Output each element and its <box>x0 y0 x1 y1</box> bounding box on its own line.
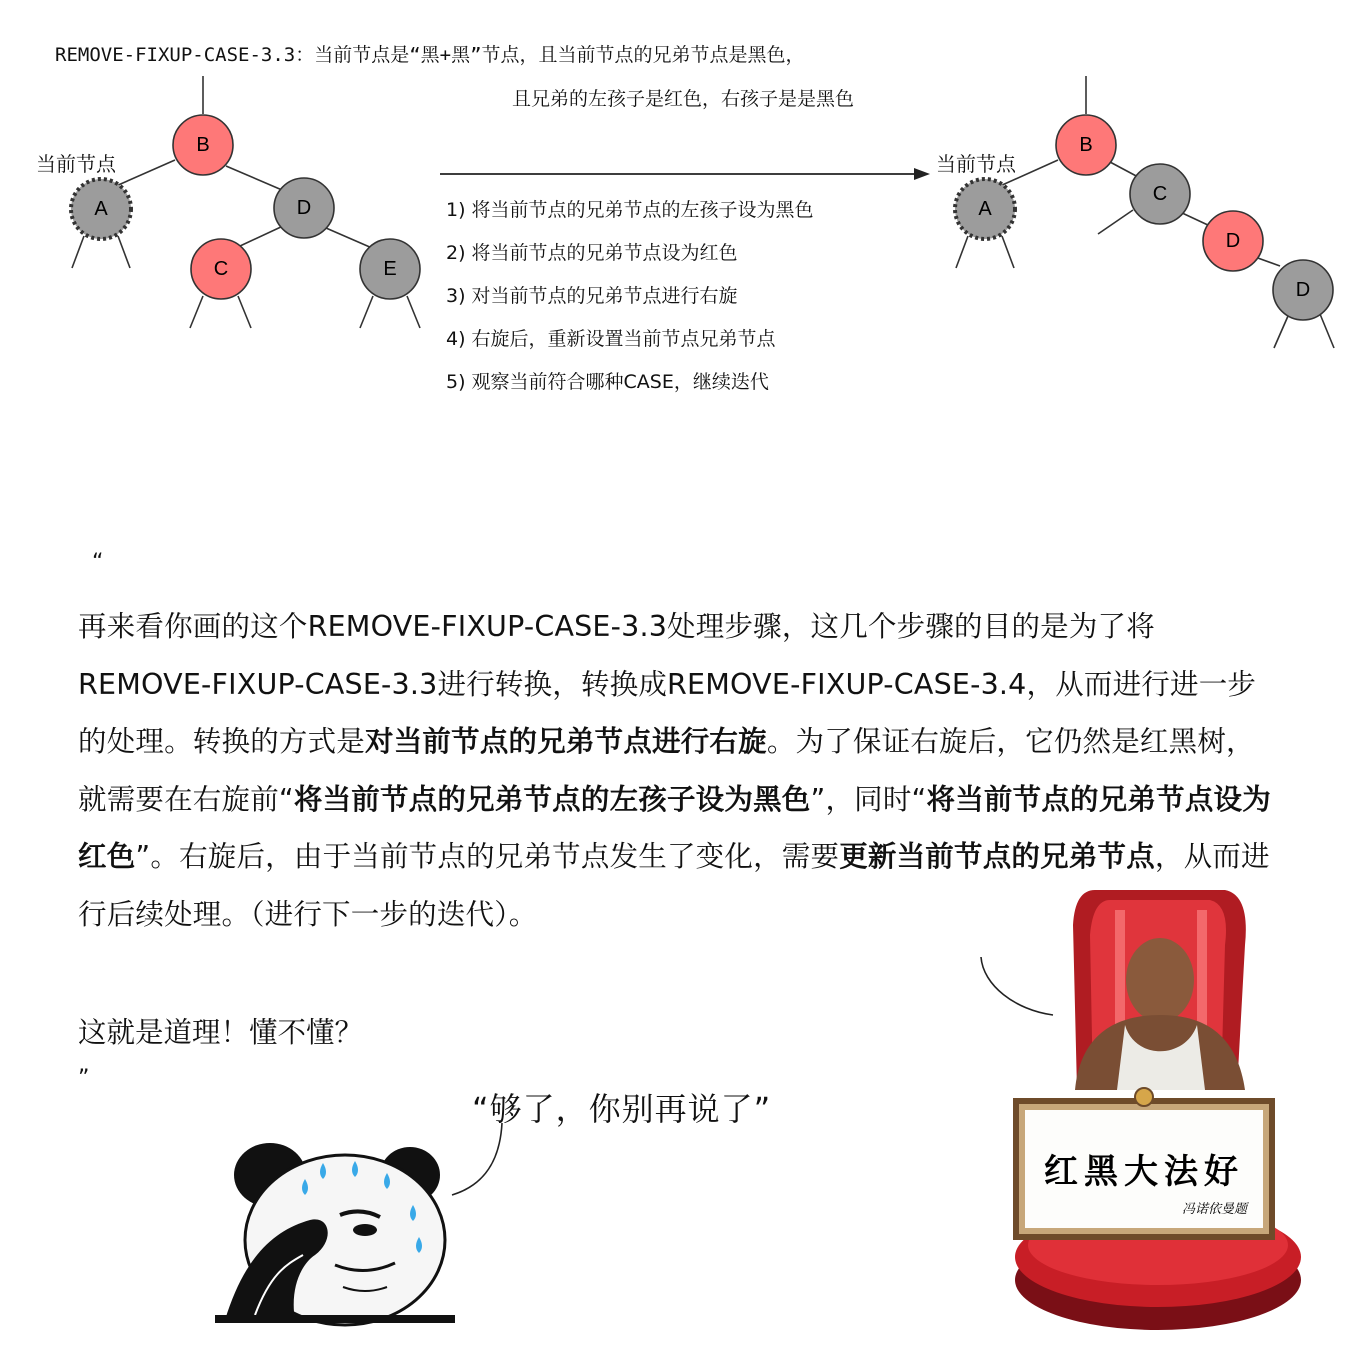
left-node-A-label: A <box>94 198 108 220</box>
diagram-title-line-1: REMOVE-FIXUP-CASE-3.3：当前节点是“黑+黑”节点，且当前节点的兄弟节点是黑色， <box>55 44 805 66</box>
sign-main-text: 红黑大法好 <box>1044 1152 1244 1192</box>
right-node-D-black-label: D <box>1295 279 1311 301</box>
para-text: ，从而进行后续处理。（进行下一步的迭代）。 <box>78 840 1270 931</box>
left-node-D-label: D <box>296 197 312 219</box>
conclusion-text: 这就是道理！懂不懂？ <box>78 1016 364 1049</box>
para-text: ”，同时“ <box>810 782 927 816</box>
left-current-node-label: 当前节点 <box>36 152 116 176</box>
red-chair-sign-image <box>975 885 1310 1340</box>
right-node-D-red-label: D <box>1225 230 1241 252</box>
step-item: 4) 右旋后，重新设置当前节点兄弟节点 <box>446 328 776 350</box>
diagram-title-line-2: 且兄弟的左孩子是红色，右孩子是是黑色 <box>512 88 855 110</box>
quote-open-mark: “ <box>92 550 104 575</box>
right-node-B-label: B <box>1079 134 1093 156</box>
para-bold-text: 更新当前节点的兄弟节点 <box>839 840 1155 873</box>
para-bold-text: 对当前节点的兄弟节点进行右旋 <box>365 725 767 758</box>
para-text: 再来看你画的这个REMOVE-FIXUP-CASE-3.3处理步骤，这几个步骤的目的是为了将REMOVE-FIXUP-CASE-3.3进行转换，转换成REMOVE-FIXUP-CASE-3.4，从而进行进一步的处理。转换的方式是 <box>78 610 1257 758</box>
sign-signature-text: 冯诺依曼题 <box>1181 1202 1247 1217</box>
left-node-E-label: E <box>383 258 397 280</box>
para-text: 。为了保证右旋后，它仍然是红黑树，就需要在右旋前“ <box>78 725 1255 816</box>
step-item: 1) 将当前节点的兄弟节点的左孩子设为黑色 <box>446 199 814 221</box>
right-node-A-label: A <box>978 198 992 220</box>
right-current-node-label: 当前节点 <box>936 152 1016 176</box>
right-node-C-label: C <box>1152 183 1168 205</box>
step-item: 5) 观察当前符合哪种CASE，继续迭代 <box>446 371 769 393</box>
para-bold-text: 将当前节点的兄弟节点设为红色 <box>78 782 1271 873</box>
step-item: 3) 对当前节点的兄弟节点进行右旋 <box>446 285 738 307</box>
panda-speech-text: “够了，你别再说了” <box>472 1090 772 1128</box>
para-text: ”。右旋后，由于当前节点的兄弟节点发生了变化，需要 <box>135 840 840 873</box>
left-node-B-label: B <box>196 134 210 156</box>
transform-arrow <box>440 168 930 180</box>
left-node-C-label: C <box>213 258 229 280</box>
transform-steps-list <box>446 196 814 411</box>
step-item: 2) 将当前节点的兄弟节点设为红色 <box>446 242 738 264</box>
para-bold-text: 将当前节点的兄弟节点的左孩子设为黑色 <box>293 782 811 816</box>
panda-meme-image <box>215 1115 515 1330</box>
quote-close-mark: ” <box>78 1066 90 1091</box>
